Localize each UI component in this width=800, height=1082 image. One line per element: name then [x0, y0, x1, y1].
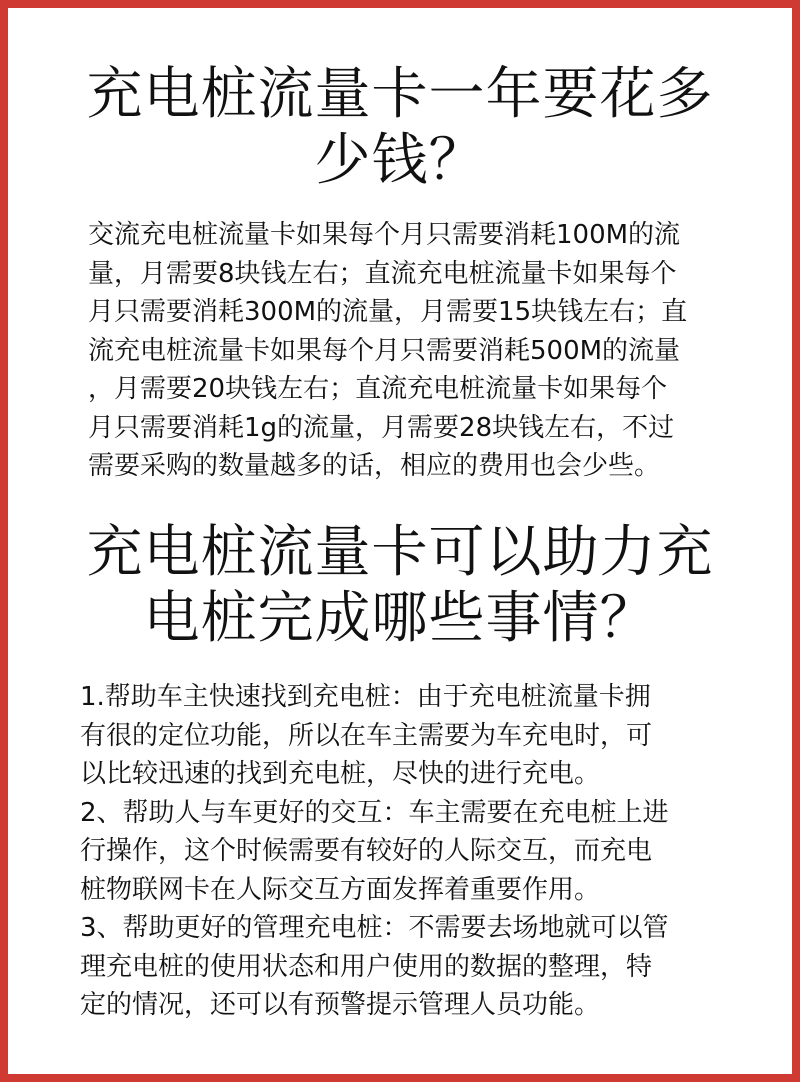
section1-title: 充电桩流量卡一年要花多 少钱？ [86, 62, 714, 193]
section2-title: 充电桩流量卡可以助力充 电桩完成哪些事情？ [86, 520, 714, 651]
section2-body: 1.帮助车主快速找到充电桩：由于充电桩流量卡拥 有很的定位功能，所以在车主需要为车充电时，可 以比较迅速的找到充电桩，尽快的进行充电。 2、帮助人与车更好的交互：车主需要在充电桩上进 行操作，这个时候需要有较好的人际交互，而充电 桩物联网卡在人际交互方面发挥着重要作用。 3、帮助更好的管理充电桩：不需要去场地就可以管 理充电桩的使用状态和用户使用的数据的整理，特 定的情况，还可以有预警提示管理人员功能。 [80, 682, 669, 1020]
section1-body: 交流充电桩流量卡如果每个月只需要消耗100M的流 量，月需要8块钱左右；直流充电桩流量卡如果每个 月只需要消耗300M的流量，月需要15块钱左右；直 流充电桩流量卡如果每个月只需要消耗500M的流量 ，月需要20块钱左右；直流充电桩流量卡如果每个 月只需要消耗1g的流量，月需要28块钱左右，不过 需要采购的数量越多的话，相应的费用也会少些。 [88, 220, 688, 481]
